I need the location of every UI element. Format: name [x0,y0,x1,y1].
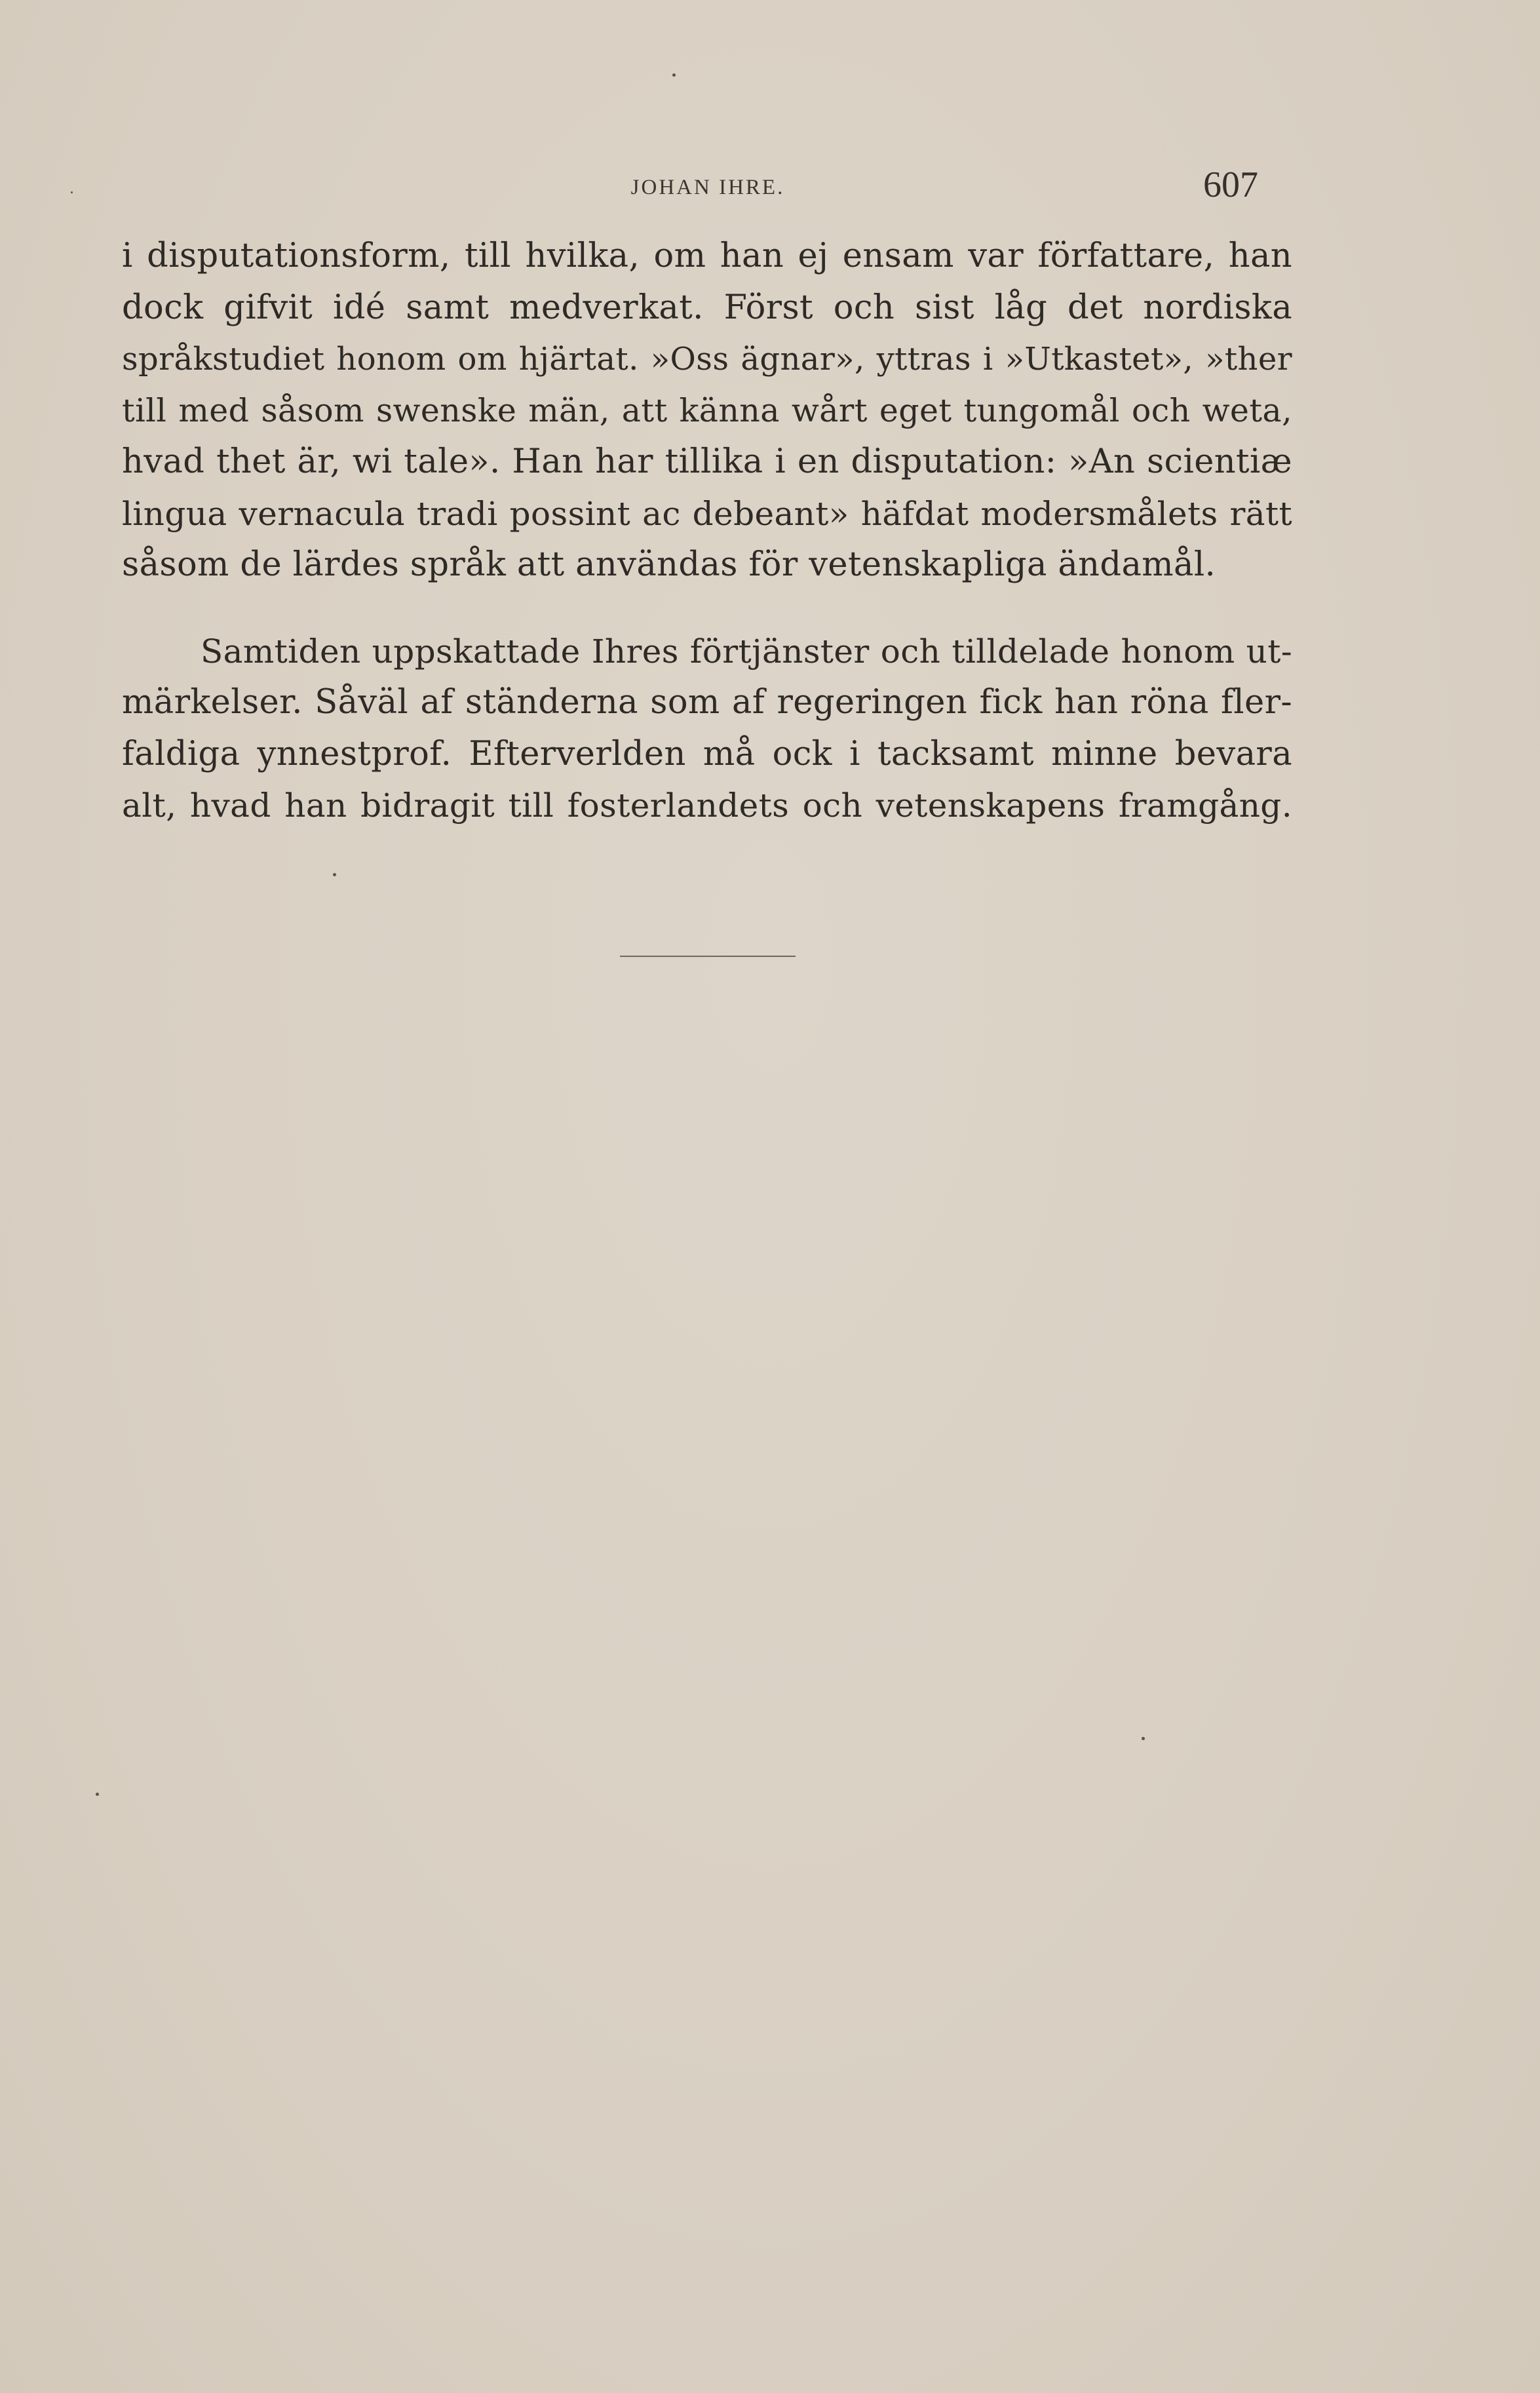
text-line: till med såsom swenske män, att känna wårt eget tungomål och weta, [122,391,1292,429]
text-line: Samtiden uppskattade Ihres förtjänster och tilldelade honom ut- [201,632,1292,671]
page-number: 607 [1203,165,1258,205]
text-line: såsom de lärdes språk att användas för vetenskapliga ändamål. [122,545,1216,584]
print-speck [96,1793,99,1796]
print-speck [71,191,73,193]
text-line: märkelser. Såväl af ständerna som af regeringen fick han röna fler- [122,683,1292,722]
running-head [0,165,1540,208]
print-speck [333,873,336,876]
text-line: i disputationsform, till hvilka, om han ej ensam var författare, han [122,237,1292,275]
paragraph-1 [122,231,1292,591]
paragraph-gap [122,591,1292,626]
text-line: alt, hvad han bidragit till fosterlandets och vetenskapens framgång. [122,787,1292,825]
text-line: hvad thet är, wi tale». Han har tillika i en disputation: »An scientiæ [122,442,1292,481]
running-title: JOHAN IHRE. [630,176,785,199]
body-text [122,231,1292,832]
print-speck [672,73,676,77]
paragraph-2 [122,626,1292,832]
text-line: dock gifvit idé samt medverkat. Först och sist låg det nordiska [122,288,1292,327]
text-line: språkstudiet honom om hjärtat. »Oss ägnar», yttras i »Utkastet», »ther [122,341,1292,378]
text-line: lingua vernacula tradi possint ac debeant» häfdat modersmålets rätt [122,494,1292,533]
section-end-rule [620,956,796,957]
text-line: faldiga ynnestprof. Efterverlden må ock i tacksamt minne bevara [122,734,1292,773]
print-speck [1142,1737,1145,1740]
